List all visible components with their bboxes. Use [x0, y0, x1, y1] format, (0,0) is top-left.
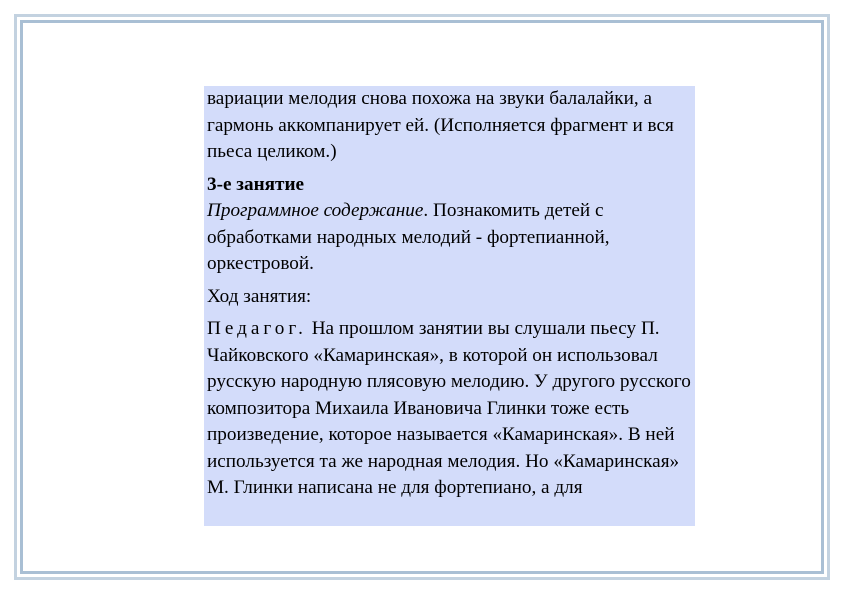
- paragraph-lesson-flow: Ход занятия:: [207, 285, 312, 307]
- lesson-heading: 3-е занятие: [207, 173, 305, 195]
- paragraph-teacher: [207, 316, 695, 502]
- paragraph-program: [207, 172, 695, 278]
- paragraph-intro: вариации мелодия снова похожа на звуки балалайки, а гармонь аккомпанирует ей. (Исполняется фрагмент и вся пьеса целиком.): [207, 88, 674, 162]
- program-text: . Познакомить детей с обработками народных мелодий - фортепианной, оркестровой.: [207, 200, 610, 274]
- teacher-label: Педагог.: [207, 318, 307, 339]
- program-label: Программное содержание: [207, 200, 424, 221]
- text-block: [204, 86, 695, 526]
- teacher-text: На прошлом занятии вы слушали пьесу П. Чайковского «Камаринская», в которой он использовал русскую народную плясовую мелодию. У другого русского композитора Михаила Ивановича Глинки тоже есть произведение, которое называется «Камаринская». В ней используется та же народная мелодия. Но «Камаринская» М. Глинки написана не для фортепиано, а для: [207, 318, 691, 498]
